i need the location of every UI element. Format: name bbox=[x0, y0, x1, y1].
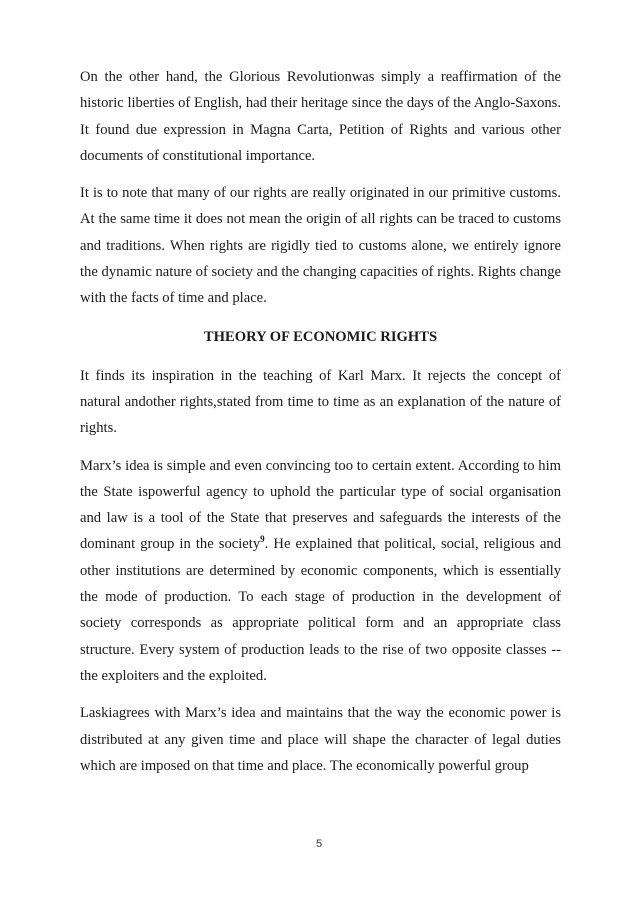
document-page bbox=[80, 64, 561, 779]
paragraph-marx-idea bbox=[80, 453, 561, 690]
paragraph-laski: Laskiagrees with Marx’s idea and maintains that the way the economic power is distributed at any given time and place will shape the character of legal duties which are imposed on that time and place. The economically powerful group bbox=[80, 705, 561, 774]
footnote-marker[interactable]: 9 bbox=[260, 534, 265, 545]
paragraph-marx-idea-text-start: Marx’s idea is simple and even convincing too to certain extent. According to him the State ispowerful agency to uphold the particular type of social organisation and law is a tool of the State that preserves and safeguards the interests of the dominant group in the society bbox=[80, 457, 561, 553]
page-number: 5 bbox=[315, 838, 323, 850]
paragraph-primitive-customs: It is to note that many of our rights are really originated in our primitive customs. At the same time it does not mean the origin of all rights can be traced to customs and traditions. When rights are rigidly tied to customs alone, we entirely ignore the dynamic nature of society and the changing capacities of rights. Rights change with the facts of time and place. bbox=[80, 185, 561, 307]
paragraph-marx-idea-text-end: . He explained that political, social, religious and other institutions are determined by economic components, which is essentially the mode of production. To each stage of production in the development of society corresponds as appropriate political form and an appropriate class structure. Every system of production leads to the rise of two opposite classes -- the exploiters and the exploited. bbox=[80, 536, 561, 684]
section-heading: THEORY OF ECONOMIC RIGHTS bbox=[203, 328, 438, 345]
paragraph-glorious-revolution: On the other hand, the Glorious Revolutionwas simply a reaffirmation of the historic liberties of English, had their heritage since the days of the Anglo-Saxons. It found due expression in Magna Carta, Petition of Rights and various other documents of constitutional importance. bbox=[80, 69, 561, 164]
paragraph-karl-marx-inspiration: It finds its inspiration in the teaching of Karl Marx. It rejects the concept of natural andother rights,stated from time to time as an explanation of the nature of rights. bbox=[80, 367, 561, 437]
